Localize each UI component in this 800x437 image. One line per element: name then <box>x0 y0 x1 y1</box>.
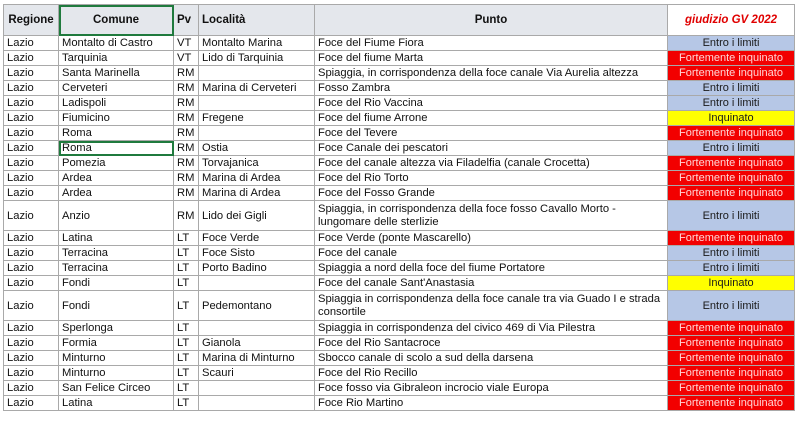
cell-pv[interactable]: LT <box>174 276 199 291</box>
cell-comune[interactable]: Minturno <box>59 366 174 381</box>
cell-punto[interactable]: Foce del canale altezza via Filadelfia (canale Crocetta) <box>315 156 668 171</box>
table-row <box>4 276 795 291</box>
cell-localita[interactable]: Lido dei Gigli <box>199 201 315 231</box>
cell-localita[interactable]: Marina di Cerveteri <box>199 81 315 96</box>
cell-localita[interactable]: Pedemontano <box>199 291 315 321</box>
table-row <box>4 381 795 396</box>
cell-pv[interactable]: RM <box>174 96 199 111</box>
cell-giudizio[interactable]: Fortemente inquinato <box>668 321 795 336</box>
cell-comune[interactable]: Fondi <box>59 276 174 291</box>
table-row <box>4 111 795 126</box>
cell-pv[interactable]: RM <box>174 186 199 201</box>
cell-comune[interactable]: Ardea <box>59 186 174 201</box>
cell-localita[interactable]: Torvajanica <box>199 156 315 171</box>
cell-pv[interactable]: LT <box>174 381 199 396</box>
cell-comune[interactable]: San Felice Circeo <box>59 381 174 396</box>
cell-localita[interactable]: Marina di Minturno <box>199 351 315 366</box>
cell-pv[interactable]: RM <box>174 201 199 231</box>
cell-localita[interactable] <box>199 96 315 111</box>
cell-giudizio[interactable]: Entro i limiti <box>668 201 795 231</box>
cell-giudizio[interactable]: Fortemente inquinato <box>668 66 795 81</box>
header-giudizio[interactable]: giudizio GV 2022 <box>668 5 795 36</box>
table-row <box>4 171 795 186</box>
cell-regione[interactable]: Lazio <box>4 291 59 321</box>
cell-regione[interactable]: Lazio <box>4 36 59 51</box>
cell-regione[interactable]: Lazio <box>4 96 59 111</box>
table-row <box>4 186 795 201</box>
table-row <box>4 336 795 351</box>
cell-pv[interactable]: RM <box>174 66 199 81</box>
cell-comune[interactable]: Terracina <box>59 246 174 261</box>
cell-giudizio[interactable]: Fortemente inquinato <box>668 231 795 246</box>
cell-comune[interactable]: Tarquinia <box>59 51 174 66</box>
table-row <box>4 51 795 66</box>
cell-giudizio[interactable]: Fortemente inquinato <box>668 126 795 141</box>
header-row <box>4 5 795 36</box>
cell-comune[interactable]: Fondi <box>59 291 174 321</box>
cell-giudizio[interactable]: Inquinato <box>668 276 795 291</box>
cell-comune[interactable]: Ladispoli <box>59 96 174 111</box>
table-row <box>4 36 795 51</box>
cell-localita[interactable]: Lido di Tarquinia <box>199 51 315 66</box>
cell-punto[interactable]: Foce del canale <box>315 246 668 261</box>
cell-punto[interactable]: Fosso Zambra <box>315 81 668 96</box>
cell-regione[interactable]: Lazio <box>4 246 59 261</box>
cell-giudizio[interactable]: Entro i limiti <box>668 81 795 96</box>
cell-comune[interactable]: Roma <box>59 141 174 156</box>
cell-localita[interactable]: Gianola <box>199 336 315 351</box>
cell-regione[interactable]: Lazio <box>4 201 59 231</box>
cell-punto[interactable]: Foce del Rio Torto <box>315 171 668 186</box>
cell-pv[interactable]: RM <box>174 156 199 171</box>
table-row <box>4 141 795 156</box>
table-row <box>4 126 795 141</box>
cell-punto[interactable]: Foce Rio Martino <box>315 396 668 411</box>
header-pv[interactable]: Pv <box>174 5 199 36</box>
cell-localita[interactable]: Foce Sisto <box>199 246 315 261</box>
cell-regione[interactable]: Lazio <box>4 321 59 336</box>
table-row <box>4 351 795 366</box>
cell-punto[interactable]: Foce Canale dei pescatori <box>315 141 668 156</box>
table-row <box>4 156 795 171</box>
cell-comune[interactable]: Fiumicino <box>59 111 174 126</box>
cell-localita[interactable]: Marina di Ardea <box>199 186 315 201</box>
cell-punto[interactable]: Foce del canale Sant'Anastasia <box>315 276 668 291</box>
table-row <box>4 321 795 336</box>
cell-giudizio[interactable]: Fortemente inquinato <box>668 381 795 396</box>
cell-regione[interactable]: Lazio <box>4 81 59 96</box>
cell-comune[interactable]: Santa Marinella <box>59 66 174 81</box>
cell-pv[interactable]: LT <box>174 231 199 246</box>
cell-comune[interactable]: Minturno <box>59 351 174 366</box>
cell-punto[interactable]: Foce del fiume Arrone <box>315 111 668 126</box>
cell-punto[interactable]: Sbocco canale di scolo a sud della darsena <box>315 351 668 366</box>
cell-regione[interactable]: Lazio <box>4 111 59 126</box>
cell-pv[interactable]: LT <box>174 336 199 351</box>
cell-pv[interactable]: LT <box>174 396 199 411</box>
cell-punto[interactable]: Foce del Rio Vaccina <box>315 96 668 111</box>
cell-regione[interactable]: Lazio <box>4 261 59 276</box>
cell-giudizio[interactable]: Fortemente inquinato <box>668 171 795 186</box>
cell-localita[interactable] <box>199 396 315 411</box>
table-row <box>4 81 795 96</box>
cell-punto[interactable]: Foce del Rio Santacroce <box>315 336 668 351</box>
cell-localita[interactable]: Foce Verde <box>199 231 315 246</box>
cell-punto[interactable]: Foce Verde (ponte Mascarello) <box>315 231 668 246</box>
cell-localita[interactable] <box>199 321 315 336</box>
cell-punto[interactable]: Foce del Tevere <box>315 126 668 141</box>
table-row <box>4 291 795 321</box>
cell-comune[interactable]: Sperlonga <box>59 321 174 336</box>
header-regione[interactable]: Regione <box>4 5 59 36</box>
cell-pv[interactable]: VT <box>174 51 199 66</box>
cell-pv[interactable]: RM <box>174 141 199 156</box>
cell-localita[interactable]: Scauri <box>199 366 315 381</box>
cell-regione[interactable]: Lazio <box>4 366 59 381</box>
cell-punto[interactable]: Foce del fiume Marta <box>315 51 668 66</box>
cell-giudizio[interactable]: Fortemente inquinato <box>668 351 795 366</box>
cell-regione[interactable]: Lazio <box>4 126 59 141</box>
table-row <box>4 201 795 231</box>
cell-pv[interactable]: LT <box>174 246 199 261</box>
cell-punto[interactable]: Foce del Fosso Grande <box>315 186 668 201</box>
cell-localita[interactable]: Montalto Marina <box>199 36 315 51</box>
cell-punto[interactable]: Spiaggia in corrispondenza della foce canale tra via Guado I e strada consortile <box>315 291 668 321</box>
cell-comune[interactable]: Ardea <box>59 171 174 186</box>
cell-comune[interactable]: Formia <box>59 336 174 351</box>
cell-pv[interactable]: LT <box>174 291 199 321</box>
cell-giudizio[interactable]: Inquinato <box>668 111 795 126</box>
cell-regione[interactable]: Lazio <box>4 336 59 351</box>
header-punto[interactable]: Punto <box>315 5 668 36</box>
cell-localita[interactable] <box>199 381 315 396</box>
cell-giudizio[interactable]: Fortemente inquinato <box>668 336 795 351</box>
cell-pv[interactable]: LT <box>174 351 199 366</box>
cell-regione[interactable]: Lazio <box>4 231 59 246</box>
cell-giudizio[interactable]: Entro i limiti <box>668 291 795 321</box>
cell-regione[interactable]: Lazio <box>4 156 59 171</box>
cell-pv[interactable]: RM <box>174 81 199 96</box>
table-row <box>4 366 795 381</box>
cell-giudizio[interactable]: Entro i limiti <box>668 246 795 261</box>
cell-comune[interactable]: Anzio <box>59 201 174 231</box>
cell-comune[interactable]: Cerveteri <box>59 81 174 96</box>
cell-pv[interactable]: LT <box>174 321 199 336</box>
cell-regione[interactable]: Lazio <box>4 171 59 186</box>
cell-regione[interactable]: Lazio <box>4 51 59 66</box>
header-localita[interactable]: Località <box>199 5 315 36</box>
cell-punto[interactable]: Spiaggia a nord della foce del fiume Portatore <box>315 261 668 276</box>
cell-giudizio[interactable]: Entro i limiti <box>668 96 795 111</box>
table-row <box>4 261 795 276</box>
cell-comune[interactable]: Latina <box>59 231 174 246</box>
cell-giudizio[interactable]: Fortemente inquinato <box>668 51 795 66</box>
cell-pv[interactable]: RM <box>174 171 199 186</box>
cell-localita[interactable]: Ostia <box>199 141 315 156</box>
cell-pv[interactable]: VT <box>174 36 199 51</box>
cell-punto[interactable]: Foce del Rio Recillo <box>315 366 668 381</box>
cell-comune[interactable]: Roma <box>59 126 174 141</box>
cell-pv[interactable]: RM <box>174 111 199 126</box>
table-body <box>4 36 795 411</box>
cell-giudizio[interactable]: Entro i limiti <box>668 261 795 276</box>
cell-giudizio[interactable]: Fortemente inquinato <box>668 186 795 201</box>
table-row <box>4 96 795 111</box>
cell-localita[interactable] <box>199 66 315 81</box>
cell-localita[interactable]: Porto Badino <box>199 261 315 276</box>
water-quality-table <box>3 4 795 411</box>
table-row <box>4 66 795 81</box>
cell-localita[interactable]: Marina di Ardea <box>199 171 315 186</box>
cell-punto[interactable]: Foce del Fiume Fiora <box>315 36 668 51</box>
cell-localita[interactable] <box>199 276 315 291</box>
cell-giudizio[interactable]: Fortemente inquinato <box>668 156 795 171</box>
table-row <box>4 231 795 246</box>
cell-localita[interactable] <box>199 126 315 141</box>
cell-regione[interactable]: Lazio <box>4 381 59 396</box>
table-row <box>4 246 795 261</box>
cell-pv[interactable]: RM <box>174 126 199 141</box>
cell-regione[interactable]: Lazio <box>4 141 59 156</box>
cell-localita[interactable]: Fregene <box>199 111 315 126</box>
cell-pv[interactable]: LT <box>174 366 199 381</box>
header-comune[interactable]: Comune <box>59 5 174 36</box>
cell-comune[interactable]: Latina <box>59 396 174 411</box>
cell-comune[interactable]: Montalto di Castro <box>59 36 174 51</box>
cell-comune[interactable]: Terracina <box>59 261 174 276</box>
cell-regione[interactable]: Lazio <box>4 66 59 81</box>
cell-giudizio[interactable]: Entro i limiti <box>668 36 795 51</box>
cell-giudizio[interactable]: Fortemente inquinato <box>668 396 795 411</box>
cell-giudizio[interactable]: Entro i limiti <box>668 141 795 156</box>
cell-giudizio[interactable]: Fortemente inquinato <box>668 366 795 381</box>
cell-regione[interactable]: Lazio <box>4 186 59 201</box>
cell-punto[interactable]: Foce fosso via Gibraleon incrocio viale Europa <box>315 381 668 396</box>
cell-pv[interactable]: LT <box>174 261 199 276</box>
cell-regione[interactable]: Lazio <box>4 396 59 411</box>
cell-punto[interactable]: Spiaggia, in corrispondenza della foce fosso Cavallo Morto - lungomare delle sterlizie <box>315 201 668 231</box>
table-row <box>4 396 795 411</box>
cell-punto[interactable]: Spiaggia, in corrispondenza della foce canale Via Aurelia altezza <box>315 66 668 81</box>
cell-regione[interactable]: Lazio <box>4 276 59 291</box>
cell-punto[interactable]: Spiaggia in corrispondenza del civico 469 di Via Pilestra <box>315 321 668 336</box>
cell-comune[interactable]: Pomezia <box>59 156 174 171</box>
cell-regione[interactable]: Lazio <box>4 351 59 366</box>
